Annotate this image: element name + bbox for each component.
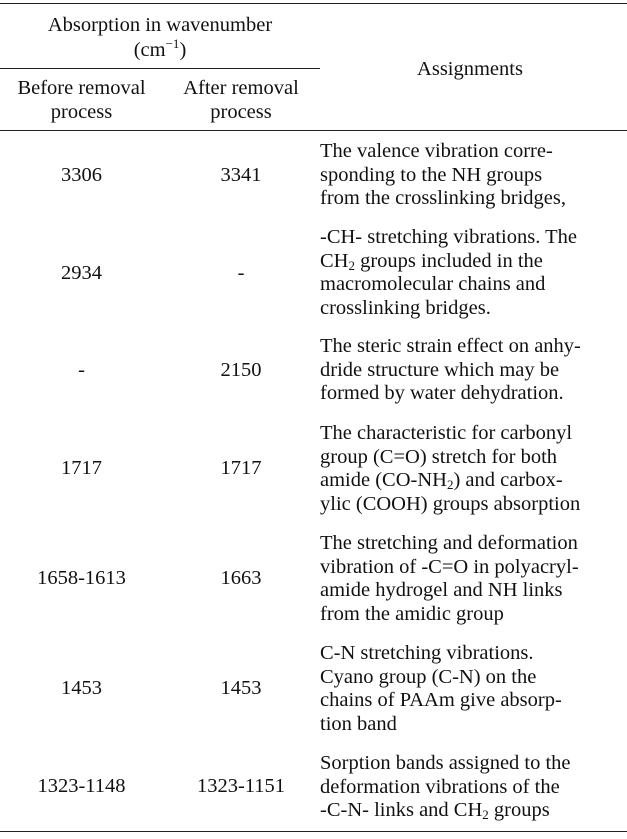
row-after-value: 1663 — [220, 567, 262, 589]
row-before-value: 3306 — [61, 164, 102, 186]
row-after-value: 1453 — [220, 677, 262, 699]
row-before-value: 2934 — [61, 262, 102, 284]
row-assignment: -CH- stretching vibrations. The $CH_2$ groups included in the macromolecular chains and crosslinking bridges. — [320, 226, 577, 319]
header-bottom-rule — [0, 130, 627, 131]
bottom-rule — [0, 831, 627, 832]
header-unit: $(cm^{-1})$ — [133, 36, 187, 61]
row-before-value: 1717 — [61, 457, 102, 479]
row-assignment: C-N stretching vibrations. Cyano group (C-N) on the chains of PAAm give absorp- tion band — [320, 642, 562, 735]
header-before-removal: Before removal process — [17, 77, 146, 123]
group-header-rule — [0, 68, 320, 69]
row-before-value: 1658-1613 — [37, 567, 126, 589]
row-before-value: 1453 — [61, 677, 102, 699]
row-assignment: The steric strain effect on anhy- dride structure which may be formed by water dehydration. — [320, 335, 581, 404]
row-after-value: 1323-1151 — [196, 775, 286, 797]
top-rule — [0, 3, 627, 4]
row-before-value: - — [78, 359, 85, 381]
row-after-value: 1717 — [220, 457, 262, 479]
row-after-value: - — [237, 262, 245, 284]
header-after-removal: After removal process — [183, 77, 299, 123]
row-before-value: 1323-1148 — [37, 775, 126, 797]
row-assignment: The valence vibration corre- sponding to the NH groups from the crosslinking bridges, — [320, 140, 566, 209]
row-assignment: The characteristic for carbonyl group (C=O) stretch for both amide $(CO-NH_2)$ and carbox- ylic (COOH) groups absorption — [320, 422, 581, 515]
row-assignment: Sorption bands assigned to the deformation vibrations of the -C-N- links and $CH_2$ groups — [320, 752, 571, 822]
row-assignment: The stretching and deformation vibration of -C=O in polyacryl- amide hydrogel and NH links from the amidic group — [320, 532, 579, 625]
header-assignments: Assignments — [417, 58, 523, 80]
row-after-value: 3341 — [220, 164, 262, 186]
header-group-title: Absorption in wavenumber — [47, 14, 273, 36]
row-after-value: 2150 — [220, 359, 262, 381]
